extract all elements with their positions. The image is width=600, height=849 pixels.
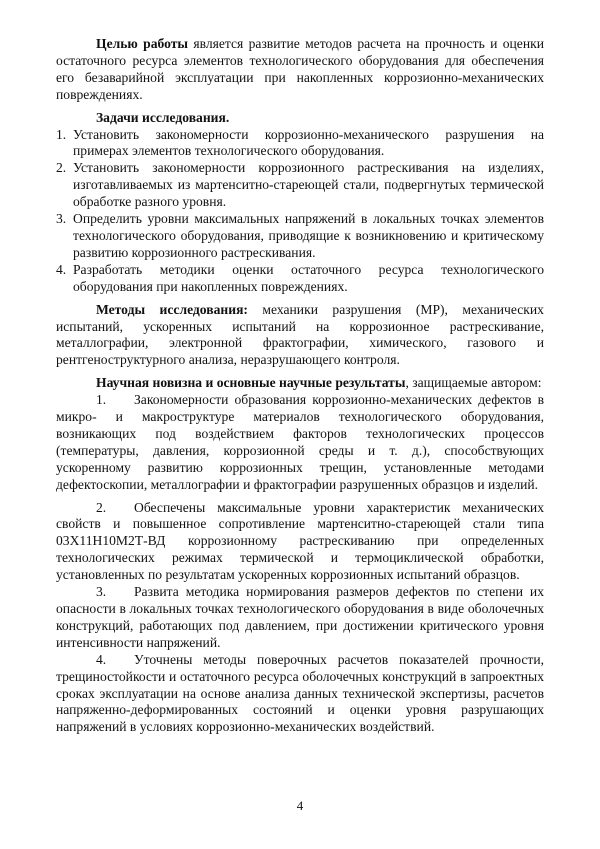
novelty-text: Развита методика нормирования размеров дефектов по степени их опасности в локальных точках технологического оборудования в виде оболочечных конструкций, работающих под давлением, при достижении критического уровня интенсивности напряжений.	[56, 584, 544, 650]
novelty-text: Обеспечены максимальные уровни характеристик механических свойств и повышенное сопротивление мартенситно-стареющей стали типа 03Х11Н10М2Т-ВД коррозионному растрескиванию при определенных технологических режимах термической и термоциклической обработки, установленных по результатам ускоренных коррозионных испытаний образцов.	[56, 499, 544, 583]
task-number: 2.	[56, 160, 67, 176]
novelty-text: Уточнены методы поверочных расчетов показателей прочности, трещиностойкости и остаточного ресурса оболочечных конструкций в запроектных сроках эксплуатации на основе анализа данных технической экспертизы, расчетов напряженно-деформированных состояний и оценки уровня разрушающих напряжений в условиях коррозионно-механических воздействий.	[56, 651, 544, 735]
purpose-lead: Целью работы	[96, 36, 189, 51]
novelty-item	[56, 392, 544, 493]
task-text: Установить закономерности коррозионного растрескивания на изделиях, изготавливаемых из мартенситно-стареющей стали, подвергнутых термической обработке разного уровня.	[73, 160, 544, 210]
tasks-list	[56, 127, 544, 296]
methods-lead: Методы исследования:	[96, 301, 248, 317]
novelty-item	[56, 500, 544, 585]
novelty-text: Закономерности образования коррозионно-механических дефектов в микро- и макроструктуре материалов технологического оборудования, возникающих под воздействием факторов технологических процессов (температуры, давления, коррозионной среды и т. д.), способствующих ускоренному развитию коррозионных трещин, установленные методами дефектоскопии, металлографии и фрактографии разрушенных образцов и изделий.	[56, 392, 544, 492]
novelty-paragraph	[56, 375, 544, 392]
purpose-text: является развитие методов расчета на прочность и оценки остаточного ресурса элементов технологического оборудования для обеспечения его безаварийной эксплуатации при накопленных коррозионно-механических повреждениях.	[56, 36, 544, 102]
task-item	[56, 211, 544, 262]
task-item	[56, 127, 544, 161]
novelty-item	[56, 652, 544, 737]
novelty-number: 4.	[96, 651, 107, 667]
novelty-lead: Научная новизна и основные научные результаты	[96, 375, 406, 391]
purpose-paragraph	[56, 36, 544, 104]
task-text: Определить уровни максимальных напряжений в локальных точках элементов технологического оборудования, приводящие к возникновению и критическому развитию коррозионного растрескивания.	[73, 211, 544, 260]
task-number: 3.	[56, 211, 67, 227]
task-item	[56, 160, 544, 211]
novelty-text: , защищаемые автором:	[405, 375, 542, 391]
document-page	[56, 36, 544, 736]
task-number: 4.	[56, 261, 67, 277]
task-text: Установить закономерности коррозионно-механического разрушения на примерах элементов технологического оборудования.	[73, 126, 544, 159]
novelty-item	[56, 584, 544, 652]
novelty-number: 3.	[96, 584, 107, 600]
task-text: Разработать методики оценки остаточного ресурса технологического оборудования при накопленных повреждениях.	[73, 261, 544, 294]
methods-text: механики разрушения (МР), механических испытаний, ускоренных испытаний на коррозионное растрескивание, металлографии, электронной фрактографии, химического, газового и рентгеноструктурного анализа, неразрушающего контроля.	[56, 301, 544, 368]
novelty-number: 2.	[96, 499, 107, 515]
task-number: 1.	[56, 126, 67, 142]
task-item	[56, 262, 544, 296]
methods-paragraph	[56, 302, 544, 370]
novelty-number: 1.	[96, 392, 107, 408]
page-number: 4	[296, 798, 304, 813]
tasks-heading: Задачи исследования.	[96, 109, 230, 125]
